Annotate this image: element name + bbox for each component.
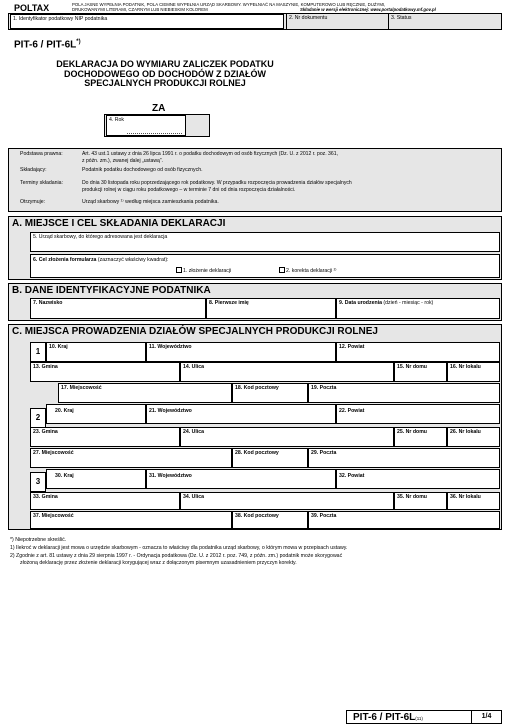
first-name-label: 8. Pierwsze imię (209, 300, 249, 306)
surname-field[interactable] (30, 298, 206, 319)
post-office-label-3: 39. Poczta (311, 513, 337, 519)
document-number-cell (286, 14, 386, 29)
location-block-3-number: 3 (30, 472, 46, 492)
location-block-2-number: 2 (30, 408, 46, 428)
country-label-3: 30. Kraj (55, 473, 74, 479)
fill-notice-line2: DRUKOWANYMI LITERAMI, CZARNYM LUB NIEBIESKIM KOLOREM (72, 7, 208, 12)
footnote-1: 1) Ilekroć w deklaracji jest mowa o urzędzie skarbowym - oznacza to właściwy dla podatnika urząd skarbowy, o którym mowa w przepisach ustawy. (10, 545, 348, 551)
voivodeship-field-2[interactable] (146, 404, 336, 424)
status-label: 3. Status (391, 15, 412, 21)
form-title (20, 60, 310, 89)
footnote-unnecessary: *) Niepotrzebne skreślić. (10, 537, 67, 543)
footer-form-code (353, 712, 423, 724)
house-number-field-3[interactable] (394, 492, 447, 510)
street-field-2[interactable] (180, 427, 394, 447)
county-label-3: 32. Powiat (339, 473, 365, 479)
postal-code-label-3: 38. Kod pocztowy (235, 513, 279, 519)
form-code-text: PIT-6 / PIT-6L (14, 39, 77, 51)
purpose-label (33, 257, 169, 263)
za-label: ZA (152, 103, 166, 114)
apartment-number-label-1: 16. Nr lokalu (450, 364, 481, 370)
post-office-label-2: 29. Poczta (311, 450, 337, 456)
municipality-field-1[interactable] (30, 362, 180, 382)
podstawa-label: Podstawa prawna: (20, 151, 63, 157)
country-label-1: 10. Kraj (49, 344, 68, 350)
section-b-title: B. DANE IDENTYFIKACYJNE PODATNIKA (12, 285, 211, 296)
terminy-text1: Do dnia 30 listopada roku poprzedzającego rok podatkowy. W przypadku rozpoczęcia prowadzenia działów specjalnych (82, 180, 352, 186)
first-name-field[interactable] (206, 298, 336, 319)
voivodeship-label-3: 31. Województwo (149, 473, 192, 479)
street-label-1: 14. Ulica (183, 364, 205, 370)
country-field-1[interactable] (46, 342, 146, 362)
electronic-notice-link[interactable]: Składanie w wersji elektronicznej: www.portalpodatkowy.mf.gov.pl (300, 7, 436, 12)
street-field-3[interactable] (180, 492, 394, 510)
postal-code-label-2: 28. Kod pocztowy (235, 450, 279, 456)
year-field[interactable] (106, 115, 186, 136)
house-number-label-3: 35. Nr domu (397, 494, 427, 500)
form-title-line3: SPECJALNYCH PRODUKCJI ROLNEJ (84, 78, 246, 88)
county-label-1: 12. Powiat (339, 344, 365, 350)
otrzymuje-label: Otrzymuje: (20, 199, 46, 205)
purpose-field (30, 254, 500, 278)
form-title-line2: DOCHODOWEGO OD DOCHODÓW Z DZIAŁÓW (64, 68, 266, 79)
postal-code-field-3[interactable] (232, 511, 308, 529)
section-a-title: A. MIEJSCE I CEL SKŁADANIA DEKLARACJI (12, 218, 226, 229)
brand-label: POLTAX (14, 3, 50, 13)
voivodeship-field-1[interactable] (146, 342, 336, 362)
postal-code-field-1[interactable] (232, 383, 308, 403)
otrzymuje-text: Urząd skarbowy ¹⁾ według miejsca zamieszkania podatnika. (82, 199, 219, 205)
tax-office-field[interactable] (30, 232, 500, 252)
footnote-2-line2: złożoną deklarację przez złożenie deklaracji korygującej wraz z dołączonym pisemnym uzasadnieniem przyczyn korekty. (20, 560, 297, 566)
postal-code-field-2[interactable] (232, 448, 308, 468)
house-number-label-2: 25. Nr domu (397, 429, 427, 435)
footer-code-text: PIT-6 / PIT-6L (353, 712, 416, 723)
nip-field[interactable] (10, 14, 284, 29)
voivodeship-label-1: 11. Województwo (149, 344, 192, 350)
post-office-field-1[interactable] (308, 383, 500, 403)
voivodeship-field-3[interactable] (146, 469, 336, 489)
voivodeship-label-2: 21. Województwo (149, 408, 192, 414)
section-c-title: C. MIEJSCA PROWADZENIA DZIAŁÓW SPECJALNYCH PRODUKCJI ROLNEJ (12, 326, 378, 337)
locality-label-3: 37. Miejscowość (33, 513, 74, 519)
apartment-number-field-2[interactable] (447, 427, 500, 447)
municipality-label-2: 23. Gmina (33, 429, 58, 435)
form-title-line1: DEKLARACJA DO WYMIARU ZALICZEK PODATKU (56, 59, 274, 69)
country-field-2[interactable] (46, 404, 146, 424)
purpose-label-text: 6. Cel złożenia formularza (33, 257, 97, 263)
purpose-option-correction[interactable] (279, 267, 337, 274)
birth-date-label (339, 300, 433, 306)
post-office-label-1: 19. Poczta (311, 385, 337, 391)
county-field-3[interactable] (336, 469, 500, 489)
street-label-2: 24. Ulica (183, 429, 205, 435)
correction-checkbox[interactable] (279, 267, 285, 273)
footnote-2-line1: 2) Zgodnie z art. 81 ustawy z dnia 29 sierpnia 1997 r. - Ordynacja podatkowa (Dz. U. z 2012 r. poz. 749, z późn. zm.) podatnik może skorygować (10, 553, 343, 559)
skladajacy-label: Składający: (20, 167, 47, 173)
country-label-2: 20. Kraj (55, 408, 74, 414)
county-field-2[interactable] (336, 404, 500, 424)
county-label-2: 22. Powiat (339, 408, 365, 414)
declaration-checkbox[interactable] (176, 267, 182, 273)
locality-field-1[interactable] (58, 383, 232, 403)
street-field-1[interactable] (180, 362, 394, 382)
birth-date-hint: (dzień - miesiąc - rok) (383, 300, 434, 306)
house-number-field-1[interactable] (394, 362, 447, 382)
fill-notice-line1: POLA JASNE WYPEŁNIA PODATNIK, POLA CIEMNE WYPEŁNIA URZĄD SKARBOWY. WYPEŁNIAĆ NA MASZYNIE, KOMPUTEROWO LUB RĘCZNIE, DUŻYMI, (72, 2, 386, 7)
location-block-1-number: 1 (30, 342, 46, 362)
purpose-option-declaration[interactable] (176, 267, 231, 274)
podstawa-text2: z późn. zm.), zwanej dalej „ustawą”. (82, 158, 163, 164)
county-field-1[interactable] (336, 342, 500, 362)
document-number-label: 2. Nr dokumentu (289, 15, 328, 21)
country-field-3[interactable] (46, 469, 146, 489)
footer-version: (11) (415, 716, 423, 721)
year-digit-ticks (127, 131, 182, 134)
podstawa-text1: Art. 43 ust.1 ustawy z dnia 26 lipca 1991 r. o podatku dochodowym od osób fizycznych (Dz. U. z 2012 r. poz. 361, (82, 151, 338, 157)
locality-field-3[interactable] (30, 511, 232, 529)
apartment-number-label-3: 36. Nr lokalu (450, 494, 481, 500)
locality-label-2: 27. Miejscowość (33, 450, 74, 456)
apartment-number-label-2: 26. Nr lokalu (450, 429, 481, 435)
tax-office-label: 5. Urząd skarbowy, do którego adresowana jest deklaracja (33, 234, 168, 240)
terminy-label: Terminy składania: (20, 180, 63, 186)
municipality-label-1: 13. Gmina (33, 364, 58, 370)
post-office-field-2[interactable] (308, 448, 500, 468)
house-number-label-1: 15. Nr domu (397, 364, 427, 370)
footer-page: 1/4 (471, 711, 501, 723)
municipality-label-3: 33. Gmina (33, 494, 58, 500)
post-office-field-3[interactable] (308, 511, 500, 529)
page-footer (346, 710, 502, 724)
nip-label: 1. Identyfikator podatkowy NIP podatnika (13, 16, 108, 22)
locality-label-1: 17. Miejscowość (61, 385, 102, 391)
municipality-field-3[interactable] (30, 492, 180, 510)
apartment-number-field-3[interactable] (447, 492, 500, 510)
municipality-field-2[interactable] (30, 427, 180, 447)
status-cell (388, 14, 500, 29)
form-code (14, 39, 81, 50)
street-label-3: 34. Ulica (183, 494, 205, 500)
surname-label: 7. Nazwisko (33, 300, 63, 306)
terminy-text2: produkcji rolnej w ciągu roku podatkowego – w terminie 7 dni od dnia rozpoczęcia działalności. (82, 187, 296, 193)
apartment-number-field-1[interactable] (447, 362, 500, 382)
correction-option-label: 2. korekta deklaracji ²⁾ (286, 268, 337, 274)
year-label: 4. Rok (109, 117, 124, 123)
purpose-hint: (zaznaczyć właściwy kwadrat): (97, 257, 169, 263)
skladajacy-text: Podatnik podatku dochodowego od osób fizycznych. (82, 167, 203, 173)
locality-field-2[interactable] (30, 448, 232, 468)
birth-date-label-text: 9. Data urodzenia (339, 300, 382, 306)
house-number-field-2[interactable] (394, 427, 447, 447)
form-code-mark: *) (76, 39, 81, 45)
birth-date-field[interactable] (336, 298, 500, 319)
declaration-option-label: 1. złożenie deklaracji (183, 268, 232, 274)
postal-code-label-1: 18. Kod pocztowy (235, 385, 279, 391)
